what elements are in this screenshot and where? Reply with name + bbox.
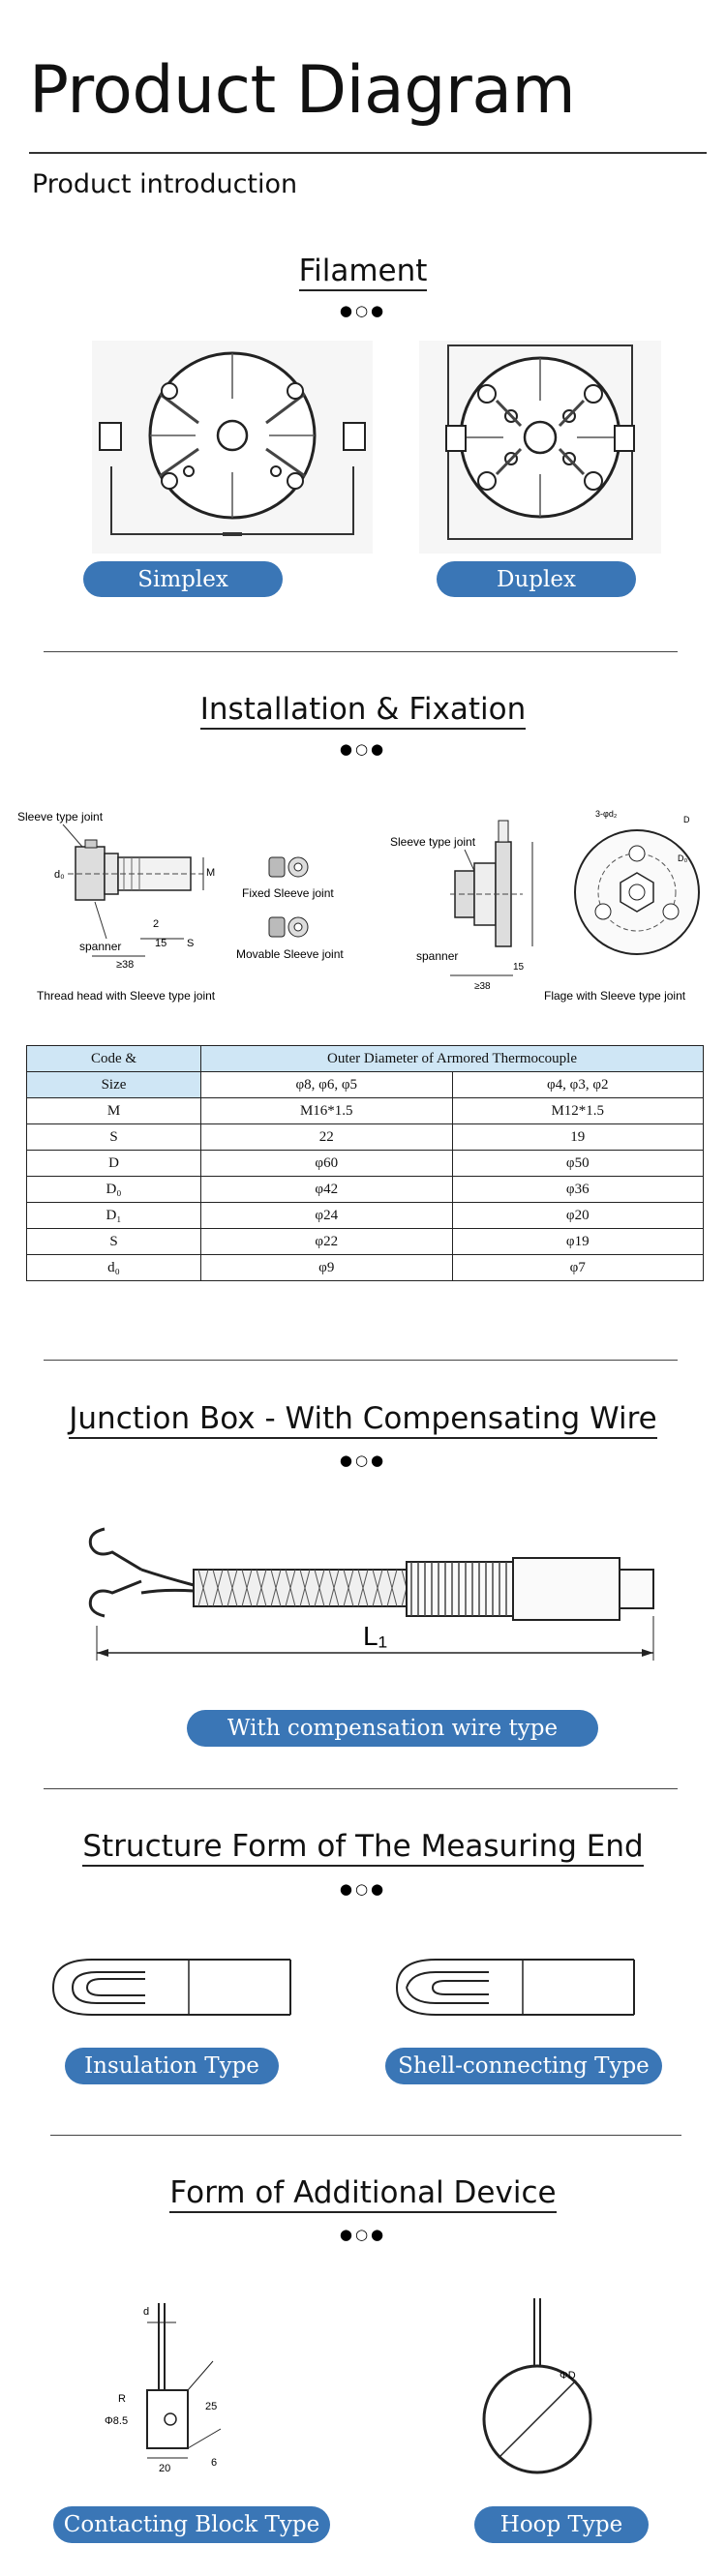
length-label: L₁ [363,1621,388,1651]
dim-m-label: M [206,867,216,879]
sleeve-joint-label: Sleeve type joint [17,810,104,824]
dim-phi85-label: Φ8.5 [105,2415,129,2427]
compensation-wire-label: With compensation wire type [187,1710,598,1747]
table-cell: S [27,1229,201,1255]
pagination-dots: ●○● [339,2226,387,2243]
simplex-label: Simplex [83,561,283,597]
pagination-dots: ●○● [339,302,387,319]
shell-connecting-type-diagram [392,1955,644,2022]
table-cell: D₀ [27,1177,201,1203]
dim-6-label: 6 [211,2457,218,2469]
junction-section-title: Junction Box - With Compensating Wire [0,1401,726,1436]
duplex-diagram [419,341,661,554]
installation-section-title: Installation & Fixation [0,692,726,727]
table-header-code: Code & [27,1046,201,1072]
table-cell: d₀ [27,1255,201,1281]
table-row [27,1255,704,1281]
thread-head-caption: Thread head with Sleeve type joint [37,989,216,1003]
pagination-dots: ●○● [339,740,387,758]
filament-section-title: Filament [0,254,726,288]
table-cell: D₁ [27,1203,201,1229]
title-divider [29,152,707,154]
movable-sleeve-icon [269,917,308,937]
dim-15-right-label: 15 [513,962,525,973]
flange-caption: Flage with Sleeve type joint [544,989,686,1003]
table-header-outer: Outer Diameter of Armored Thermocouple [201,1046,704,1072]
table-cell: M12*1.5 [452,1098,704,1124]
movable-sleeve-label: Movable Sleeve joint [236,947,344,961]
junction-wire-diagram [77,1510,668,1693]
section-divider [44,1360,678,1361]
table-row [27,1098,704,1124]
shell-connecting-type-label: Shell-connecting Type [385,2048,662,2084]
table-row [27,1229,704,1255]
fixed-sleeve-icon [269,857,308,877]
section-divider [50,2135,681,2136]
table-row [27,1177,704,1203]
table-cell: φ60 [201,1151,453,1177]
table-header-size: Size [27,1072,201,1098]
sleeve-joint-label-right: Sleeve type joint [390,835,476,849]
dim-38-right-label: ≥38 [474,981,491,992]
spanner-label: spanner [79,940,122,953]
table-col2-header: φ4, φ3, φ2 [452,1072,704,1098]
dim-d-label: d [143,2306,150,2318]
duplex-label: Duplex [437,561,636,597]
spec-table [26,1045,704,1281]
dim-r-label: R [118,2393,126,2405]
structure-section-title: Structure Form of The Measuring End [0,1829,726,1864]
hoop-diagram [455,2293,629,2477]
dim-15-label: 15 [155,938,167,949]
table-cell: φ42 [201,1177,453,1203]
d0-label: D₀ [678,854,688,863]
dim-25-label: 25 [205,2401,218,2412]
table-cell: 19 [452,1124,704,1151]
section-divider [44,651,678,652]
table-row [27,1151,704,1177]
pagination-dots: ●○● [339,1452,387,1469]
table-cell: M16*1.5 [201,1098,453,1124]
table-cell: φ7 [452,1255,704,1281]
contacting-block-label: Contacting Block Type [53,2506,330,2543]
table-cell: φ9 [201,1255,453,1281]
fixed-sleeve-label: Fixed Sleeve joint [242,886,334,900]
dim-38-label: ≥38 [116,959,135,971]
table-cell: φ19 [452,1229,704,1255]
table-col1-header: φ8, φ6, φ5 [201,1072,453,1098]
table-cell: D [27,1151,201,1177]
dim-d0-label: d₀ [54,869,65,881]
contacting-block-diagram [97,2293,271,2477]
table-cell: φ50 [452,1151,704,1177]
page-subtitle: Product introduction [32,169,298,199]
insulation-type-diagram [48,1955,300,2022]
holes-label: 3-φd₂ [595,809,618,819]
additional-section-title: Form of Additional Device [0,2175,726,2210]
dim-s-label: S [187,938,195,949]
table-cell: φ20 [452,1203,704,1229]
simplex-diagram [92,341,373,554]
insulation-type-label: Insulation Type [65,2048,279,2084]
table-cell: 22 [201,1124,453,1151]
section-divider [44,1788,678,1789]
dim-2-label: 2 [153,918,160,930]
table-row [27,1124,704,1151]
table-row [27,1203,704,1229]
table-cell: φ22 [201,1229,453,1255]
pagination-dots: ●○● [339,1880,387,1898]
table-cell: S [27,1124,201,1151]
hoop-type-label: Hoop Type [474,2506,649,2543]
table-cell: M [27,1098,201,1124]
dim-phid-label: ΦD [560,2370,576,2381]
installation-diagram [10,803,716,1011]
spanner-label-right: spanner [416,949,459,963]
table-cell: φ24 [201,1203,453,1229]
page-title: Product Diagram [29,52,576,129]
dim-20-label: 20 [159,2463,171,2474]
d-label: D [683,815,690,824]
table-cell: φ36 [452,1177,704,1203]
